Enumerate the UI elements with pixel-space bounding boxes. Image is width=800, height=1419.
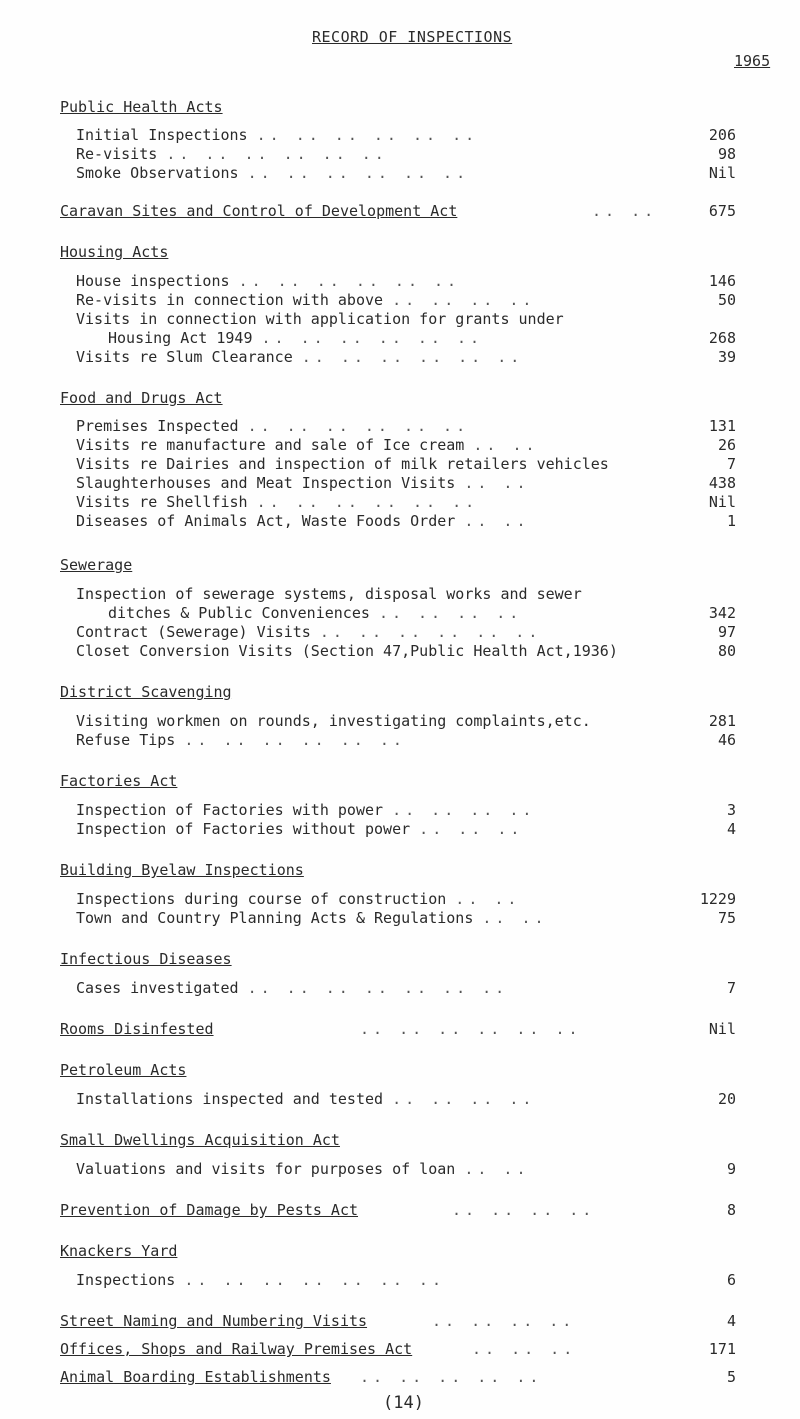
item-value: 7: [726, 455, 736, 473]
leader-dots: .. .. .. ..: [392, 291, 536, 309]
section-heading: Rooms Disinfested: [60, 1020, 214, 1038]
item-label: Premises Inspected .. .. .. .. .. ..: [76, 417, 470, 435]
section-heading: Caravan Sites and Control of Development Act: [60, 202, 458, 220]
item-label: Visits re Dairies and inspection of milk retailers vehicles: [76, 455, 609, 473]
item-value: 4: [726, 820, 736, 838]
section-heading: Public Health Acts: [60, 98, 223, 116]
item-label: Refuse Tips .. .. .. .. .. ..: [76, 731, 406, 749]
leader-dots: .. .. .. .. .. ..: [247, 164, 470, 182]
leader-dots: .. .. .. .. ..: [360, 1368, 543, 1386]
leader-dots: .. .. .. .. .. ..: [184, 731, 406, 749]
page-title: RECORD OF INSPECTIONS: [312, 28, 513, 46]
section-heading: Offices, Shops and Railway Premises Act: [60, 1340, 413, 1358]
item-value: 268: [708, 329, 736, 347]
leader-dots: .. .. .. .. .. ..: [238, 272, 461, 290]
item-label: Contract (Sewerage) Visits .. .. .. .. .. ..: [76, 623, 542, 641]
leader-dots: .. ..: [592, 202, 658, 220]
item-value: 206: [708, 126, 736, 144]
item-label: Re-visits in connection with above .. .. .. ..: [76, 291, 536, 309]
item-value: 131: [708, 417, 736, 435]
item-value: 1: [726, 512, 736, 530]
section-heading: Housing Acts: [60, 243, 169, 261]
item-value: 46: [717, 731, 736, 749]
leader-dots: .. .. .. .. .. ..: [360, 1020, 582, 1038]
item-label: Town and Country Planning Acts & Regulations .. ..: [76, 909, 548, 927]
leader-dots: .. .. .. ..: [452, 1201, 596, 1219]
section-heading: Infectious Diseases: [60, 950, 232, 968]
item-value: 3: [726, 801, 736, 819]
section-heading: Knackers Yard: [60, 1242, 178, 1260]
leader-dots: .. .. .. .. .. ..: [301, 348, 524, 366]
item-value: 7: [726, 979, 736, 997]
item-label: Inspection of Factories without power .. .. ..: [76, 820, 524, 838]
item-label: Cases investigated .. .. .. .. .. .. ..: [76, 979, 509, 997]
item-value: 342: [708, 604, 736, 622]
item-label: Visiting workmen on rounds, investigating complaints,etc.: [76, 712, 591, 730]
leader-dots: .. ..: [455, 890, 521, 908]
section-heading: Street Naming and Numbering Visits: [60, 1312, 368, 1330]
item-label: Valuations and visits for purposes of loan .. ..: [76, 1160, 530, 1178]
item-label: Inspection of sewerage systems, disposal works and sewer: [76, 585, 582, 603]
item-value: 80: [717, 642, 736, 660]
item-value: 20: [717, 1090, 736, 1108]
page-number: (14): [383, 1393, 424, 1413]
leader-dots: .. ..: [464, 1160, 530, 1178]
leader-dots: .. .. .. ..: [378, 604, 523, 622]
item-label: Closet Conversion Visits (Section 47,Public Health Act,1936): [76, 642, 618, 660]
item-label: Initial Inspections .. .. .. .. .. ..: [76, 126, 479, 144]
item-label: Inspections .. .. .. .. .. .. ..: [76, 1271, 445, 1289]
item-value: 4: [726, 1312, 736, 1330]
item-value: 146: [708, 272, 736, 290]
section-heading: Sewerage: [60, 556, 133, 574]
item-label: Installations inspected and tested .. .. .. ..: [76, 1090, 536, 1108]
item-value: 98: [717, 145, 736, 163]
item-label: Diseases of Animals Act, Waste Foods Order .. ..: [76, 512, 530, 530]
item-value: 675: [708, 202, 736, 220]
leader-dots: .. .. .. ..: [392, 801, 536, 819]
item-label: Visits re Slum Clearance .. .. .. .. .. ..: [76, 348, 524, 366]
item-value: 26: [717, 436, 736, 454]
item-label: Inspections during course of construction .. ..: [76, 890, 521, 908]
item-label: Smoke Observations .. .. .. .. .. ..: [76, 164, 470, 182]
section-heading: Petroleum Acts: [60, 1061, 187, 1079]
item-label-continued: Housing Act 1949 .. .. .. .. .. ..: [108, 329, 484, 347]
item-value: 9: [726, 1160, 736, 1178]
item-value: 8: [726, 1201, 736, 1219]
item-value: 97: [717, 623, 736, 641]
item-value: 50: [717, 291, 736, 309]
item-label: Visits in connection with application for grants under: [76, 310, 564, 328]
item-value: 39: [717, 348, 736, 366]
item-label: Inspection of Factories with power .. .. .. ..: [76, 801, 536, 819]
item-value: Nil: [708, 1020, 736, 1038]
leader-dots: .. .. .. .. .. .. ..: [247, 979, 509, 997]
item-value: 1229: [699, 890, 736, 908]
item-label: Re-visits .. .. .. .. .. ..: [76, 145, 388, 163]
item-value: 281: [708, 712, 736, 730]
section-heading: Factories Act: [60, 772, 178, 790]
section-heading: Animal Boarding Establishments: [60, 1368, 331, 1386]
section-heading: District Scavenging: [60, 683, 232, 701]
report-year: 1965: [734, 52, 771, 70]
item-value: Nil: [708, 164, 736, 182]
leader-dots: .. .. .. .. .. ..: [166, 145, 388, 163]
leader-dots: .. .. .. ..: [432, 1312, 576, 1330]
section-heading: Building Byelaw Inspections: [60, 861, 304, 879]
item-label: Slaughterhouses and Meat Inspection Visits .. ..: [76, 474, 530, 492]
item-value: 6: [726, 1271, 736, 1289]
leader-dots: .. ..: [482, 909, 548, 927]
item-label-continued: ditches & Public Conveniences .. .. .. ..: [108, 604, 523, 622]
leader-dots: .. .. .. .. .. ..: [256, 493, 479, 511]
leader-dots: .. .. .. .. .. .. ..: [184, 1271, 445, 1289]
item-label: Visits re Shellfish .. .. .. .. .. ..: [76, 493, 479, 511]
section-heading: Small Dwellings Acquisition Act: [60, 1131, 340, 1149]
item-value: 438: [708, 474, 736, 492]
leader-dots: .. .. ..: [472, 1340, 577, 1358]
leader-dots: .. .. .. .. .. ..: [261, 329, 484, 347]
leader-dots: .. .. .. .. .. ..: [319, 623, 542, 641]
item-label: House inspections .. .. .. .. .. ..: [76, 272, 461, 290]
leader-dots: .. .. .. .. .. ..: [247, 417, 470, 435]
section-heading: Prevention of Damage by Pests Act: [60, 1201, 359, 1219]
item-value: 5: [726, 1368, 736, 1386]
section-heading: Food and Drugs Act: [60, 389, 223, 407]
item-value: 171: [708, 1340, 736, 1358]
leader-dots: .. .. .. .. .. ..: [256, 126, 479, 144]
item-label: Visits re manufacture and sale of Ice cream .. ..: [76, 436, 539, 454]
leader-dots: .. ..: [473, 436, 539, 454]
item-value: Nil: [708, 493, 736, 511]
leader-dots: .. ..: [464, 512, 530, 530]
leader-dots: .. .. .. ..: [392, 1090, 536, 1108]
leader-dots: .. ..: [464, 474, 530, 492]
item-value: 75: [717, 909, 736, 927]
leader-dots: .. .. ..: [419, 820, 524, 838]
